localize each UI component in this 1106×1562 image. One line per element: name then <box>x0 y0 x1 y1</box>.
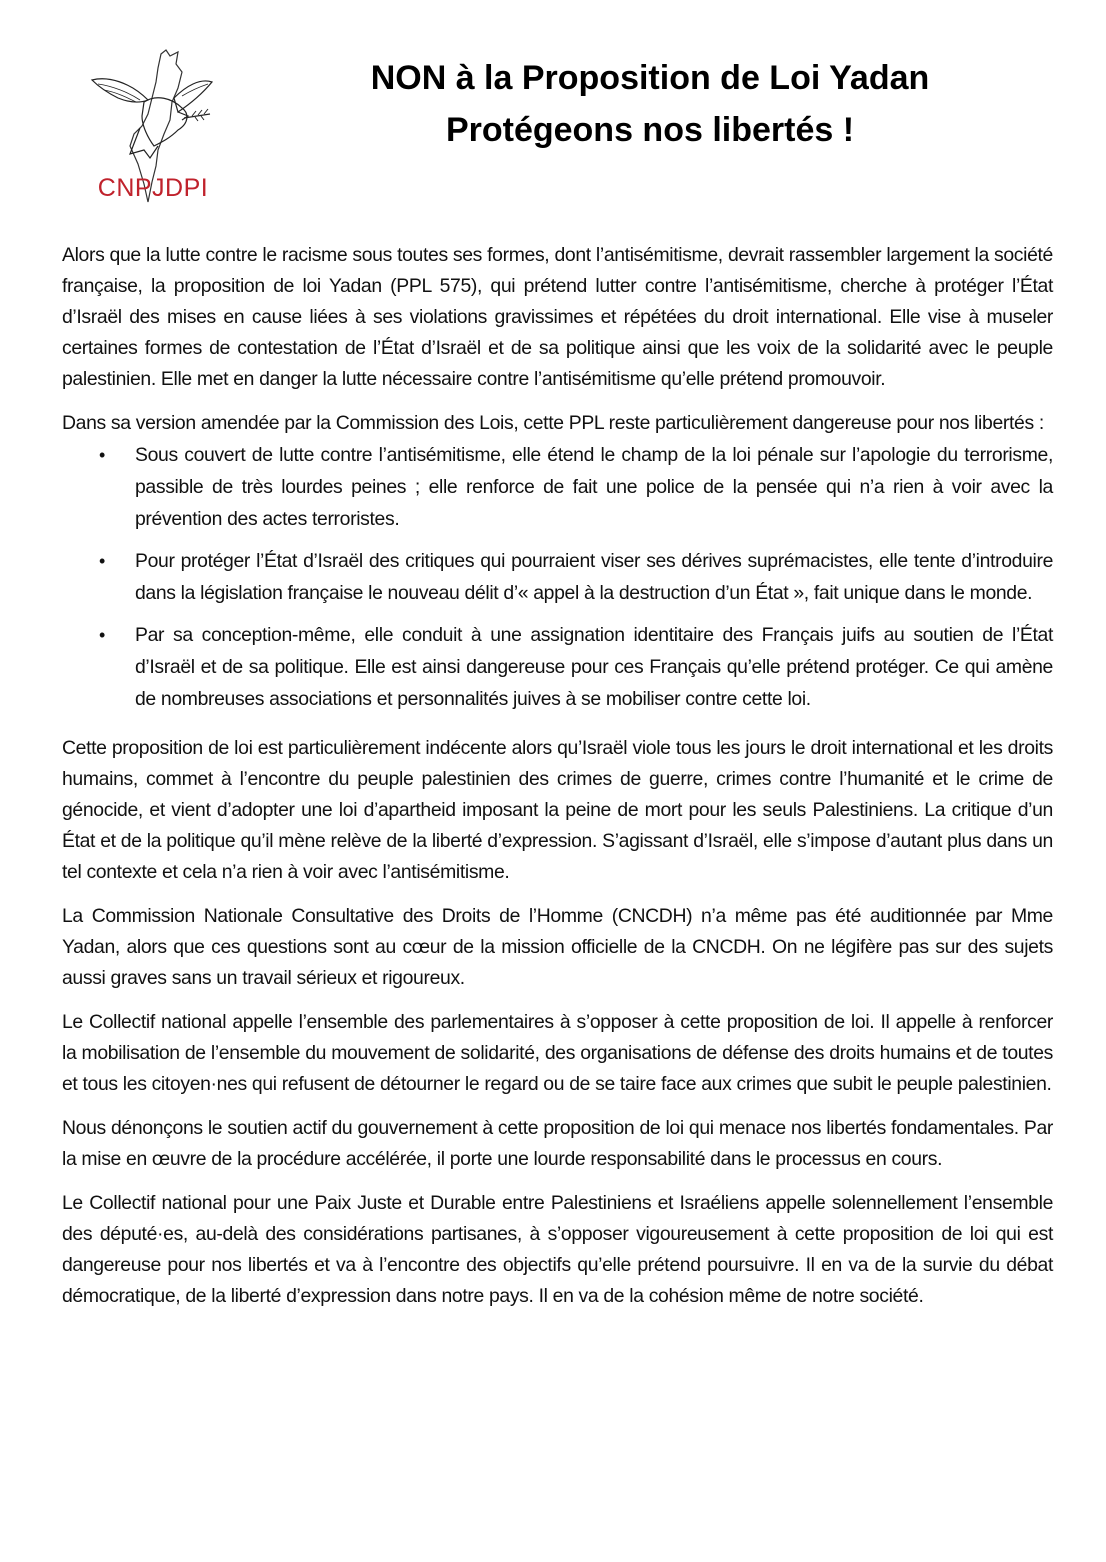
list-item <box>62 439 1053 535</box>
list-item-text: Sous couvert de lutte contre l’antisémitisme, elle étend le champ de la loi pénale sur l’apologie du terrorisme, passible de très lourdes peines ; elle renforce de fait une police de la pensée qui n’a rien à voir avec la prévention des actes terroristes. <box>135 444 1053 530</box>
title-line-2: Protégeons nos libertés ! <box>445 111 855 149</box>
bullet-list <box>62 439 1053 715</box>
paragraph-conclusion: Le Collectif national pour une Paix Juste et Durable entre Palestiniens et Israéliens appelle solennellement l’ensemble des député·es, au-delà des considérations partisanes, à s’opposer vigoureusement à cette proposition de loi qui est dangereuse pour nos libertés et va à l’encontre des objectifs qu’elle prétend poursuivre. Il en va de la survie du débat démocratique, de la liberté d’expression dans notre pays. Il en va de la cohésion même de notre société. <box>62 1192 1053 1307</box>
paragraph-amended-version: Dans sa version amendée par la Commission des Lois, cette PPL reste particulièrement dangereuse pour nos libertés : <box>62 412 1044 434</box>
bullet-icon: • <box>99 551 105 571</box>
logo <box>78 42 228 217</box>
document-body <box>62 240 1053 1325</box>
paragraph-indecent: Cette proposition de loi est particulièrement indécente alors qu’Israël viole tous les jours le droit international et les droits humains, commet à l’encontre du peuple palestinien des crimes de guerre, crimes contre l’humanité et le crime de génocide, et vient d’adopter une loi d’apartheid imposant la peine de mort pour les seuls Palestiniens. La critique d’un État et de la politique qu’il mène relève de la liberté d’expression. S’agissant d’Israël, elle s’impose d’autant plus dans un tel contexte et cela n’a rien à voir avec l’antisémitisme. <box>62 737 1053 883</box>
list-item-text: Par sa conception-même, elle conduit à une assignation identitaire des Français juifs au soutien de l’État d’Israël et de sa politique. Elle est ainsi dangereuse pour ces Français qu’elle prétend protéger. Ce qui amène de nombreuses associations et personnalités juives à se mobiliser contre cette loi. <box>135 624 1053 710</box>
title-line-1: NON à la Proposition de Loi Yadan <box>370 59 930 97</box>
bullet-icon: • <box>99 625 105 645</box>
list-item <box>62 619 1053 715</box>
bullet-icon: • <box>99 445 105 465</box>
list-item-text: Pour protéger l’État d’Israël des critiques qui pourraient viser ses dérives suprémacistes, elle tente d’introduire dans la législation française le nouveau délit d’« appel à la destruction d’un État », fait unique dans le monde. <box>135 550 1053 604</box>
paragraph-government: Nous dénonçons le soutien actif du gouvernement à cette proposition de loi qui menace nos libertés fondamentales. Par la mise en œuvre de la procédure accélérée, il porte une lourde responsabilité dans le processus en cours. <box>62 1117 1053 1170</box>
page-title <box>300 52 1000 156</box>
list-item <box>62 545 1053 609</box>
paragraph-intro: Alors que la lutte contre le racisme sous toutes ses formes, dont l’antisémitisme, devrait rassembler largement la société française, la proposition de loi Yadan (PPL 575), qui prétend lutter contre l’antisémitisme, cherche à protéger l’État d’Israël des mises en cause liées à ses violations gravissimes et répétées du droit international. Elle vise à museler certaines formes de contestation de l’État d’Israël et de sa politique ainsi que les voix de la solidarité avec le peuple palestinien. Elle met en danger la lutte nécessaire contre l’antisémitisme qu’elle prétend promouvoir. <box>62 244 1053 390</box>
paragraph-cncdh: La Commission Nationale Consultative des Droits de l’Homme (CNCDH) n’a même pas été auditionnée par Mme Yadan, alors que ces questions sont au cœur de la mission officielle de la CNCDH. On ne légifère pas sur des sujets aussi graves sans un travail sérieux et rigoureux. <box>62 905 1053 989</box>
paragraph-collective-appeal: Le Collectif national appelle l’ensemble des parlementaires à s’opposer à cette proposition de loi. Il appelle à renforcer la mobilisation de l’ensemble du mouvement de solidarité, des organisations de défense des droits humains et de toutes et tous les citoyen·nes qui refusent de détourner le regard ou de se taire face aux crimes que subit le peuple palestinien. <box>62 1011 1053 1095</box>
logo-text: CNPJDPI <box>97 174 209 202</box>
